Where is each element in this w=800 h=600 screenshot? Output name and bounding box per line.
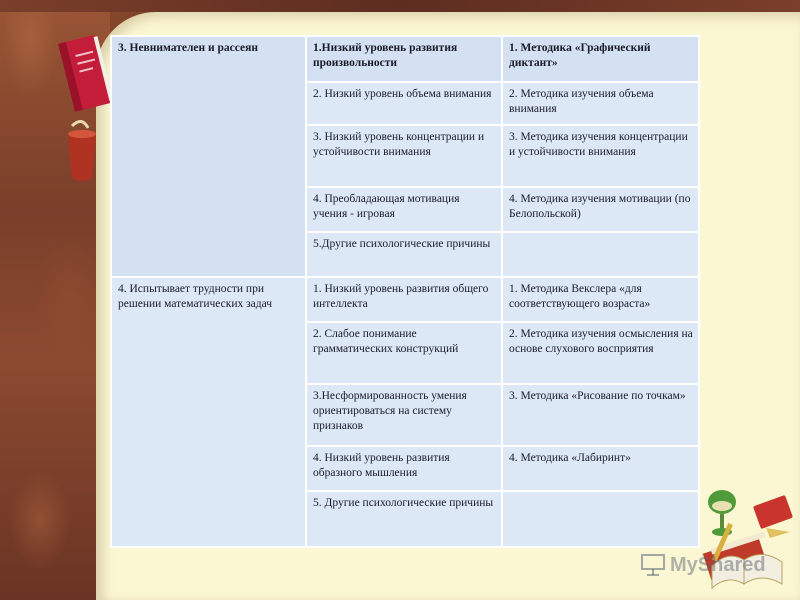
cause-cell: 5. Другие психологические причины	[306, 491, 502, 547]
method-cell	[502, 491, 699, 547]
cause-cell: 1. Низкий уровень развития общего интеллекта	[306, 277, 502, 322]
cause-cell: 3. Низкий уровень концентрации и устойчивости внимания	[306, 125, 502, 187]
cause-cell: 2. Низкий уровень объема внимания	[306, 82, 502, 125]
cause-cell: 4. Преобладающая мотивация учения - игровая	[306, 187, 502, 232]
method-cell: 1. Методика Векслера «для соответствующего возраста»	[502, 277, 699, 322]
cup-icon	[62, 118, 102, 188]
method-cell: 3. Методика «Рисование по точкам»	[502, 384, 699, 446]
method-cell: 2. Методика изучения осмысления на основе слухового восприятия	[502, 322, 699, 384]
method-cell: 3. Методика изучения концентрации и устойчивости внимания	[502, 125, 699, 187]
presentation-board-icon	[640, 553, 666, 577]
method-cell: 4. Методика изучения мотивации (по Белопольской)	[502, 187, 699, 232]
watermark	[640, 550, 790, 580]
method-cell: 4. Методика «Лабиринт»	[502, 446, 699, 491]
watermark-text: MyShared	[670, 553, 766, 576]
red-book-icon	[58, 30, 114, 116]
cause-cell: 1.Низкий уровень развития произвольности	[306, 36, 502, 82]
problem-cell: 4. Испытывает трудности при решении математических задач	[111, 277, 306, 547]
cause-cell: 4. Низкий уровень развития образного мышления	[306, 446, 502, 491]
diagnostics-table	[110, 35, 700, 548]
method-cell: 2. Методика изучения объема внимания	[502, 82, 699, 125]
cause-cell: 2. Слабое понимание грамматических конструкций	[306, 322, 502, 384]
table-row	[111, 36, 699, 82]
cause-cell: 3.Несформированность умения ориентироваться на систему признаков	[306, 384, 502, 446]
table-row	[111, 277, 699, 322]
method-cell: 1. Методика «Графический диктант»	[502, 36, 699, 82]
cause-cell: 5.Другие психологические причины	[306, 232, 502, 277]
top-band	[0, 0, 800, 12]
problem-cell: 3. Невнимателен и рассеян	[111, 36, 306, 277]
method-cell	[502, 232, 699, 277]
